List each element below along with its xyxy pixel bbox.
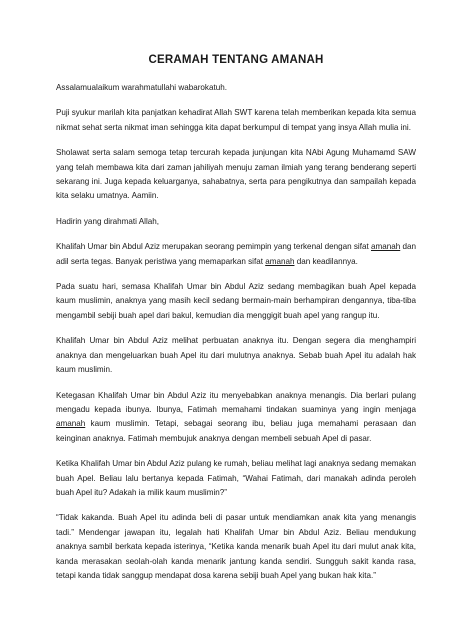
paragraph-text: “Tidak kakanda. Buah Apel itu adinda beli di pasar untuk mendiamkan anak kita yang menangis tadi.” Mendengar jawapan itu, legalah hati Khalifah Umar bin Abdul Aziz. Beliau mendukung anaknya sambil berkata kepada isterinya, “Ketika kanda menarik buah Apel itu dari mulut anak kita, kanda merasakan seolah-olah kanda menarik jantung kanda sendiri. Sungguh sakit kanda rasa, tetapi kanda tidak sanggup mendapat dosa karena sebiji buah Apel yang bukan hak kita.” — [56, 513, 416, 580]
paragraph-text: Hadirin yang dirahmati Allah, — [56, 216, 160, 226]
paragraph-text: dan adil serta tegas. Banyak peristiwa yang memaparkan sifat — [56, 242, 416, 266]
paragraph-text: Pada suatu hari, semasa Khalifah Umar bin Abdul Aziz sedang membagikan buah Apel kepada kaum muslimin, anaknya yang masih kecil sedang bermain-main berhampiran dengannya, tiba-tiba mengambil sebiji buah apel dari bakul, kemudian dia menggigit buah apel yang rangup itu. — [56, 282, 416, 320]
paragraph-text: Puji syukur marilah kita panjatkan kehadirat Allah SWT karena telah memberikan kepada kita semua nikmat sehat serta nikmat iman sehingga kita dapat berkumpul di tempat yang insya Allah mulia ini. — [56, 108, 416, 132]
paragraph-fatimah-answer — [56, 511, 416, 583]
paragraph-text: Sholawat serta salam semoga tetap tercurah kepada junjungan kita NAbi Agung Muhamamd SAW yang telah membawa kita dari zaman jahiliyah menuju zaman ilmiah yang terang benderang seperti sekarang ini. Juga kepada keluarganya, sahabatnya, serta para pengikutnya dan sampailah kepada kita selaku umatnya. Aamiin. — [56, 148, 416, 201]
paragraph-text: Ketegasan Khalifah Umar bin Abdul Aziz itu menyebabkan anaknya menangis. Dia berlari pulang mengadu kepada ibunya. Ibunya, Fatimah memahami tindakan suaminya yang ingin menjaga — [56, 390, 416, 414]
paragraph-text: dan keadilannya. — [294, 256, 358, 266]
underlined-word: amanah — [370, 242, 401, 252]
paragraph-umar-returns — [56, 457, 416, 500]
paragraph-text: Khalifah Umar bin Abdul Aziz merupakan seorang pemimpin yang terkenal dengan sifat — [56, 242, 371, 252]
document-title: CERAMAH TENTANG AMANAH — [148, 54, 324, 66]
paragraph-audience — [56, 215, 416, 229]
paragraph-umar-saw — [56, 334, 416, 377]
paragraph-text: kaum muslimin. Tetapi, sebagai seorang ibu, beliau juga memahami perasaan dan keinginan anaknya. Fatimah membujuk anaknya dengan membeli sebuah Apel di pasar. — [56, 419, 416, 443]
paragraph-gratitude — [56, 106, 416, 135]
paragraph-umar-intro — [56, 240, 416, 269]
paragraph-text: Ketika Khalifah Umar bin Abdul Aziz pulang ke rumah, beliau melihat lagi anaknya sedang memakan buah Apel. Beliau lalu bertanya kepada Fatimah, “Wahai Fatimah, dari manakah adinda peroleh buah Apel itu? Adakah ia milik kaum muslimin?” — [56, 459, 416, 497]
underlined-word: amanah — [265, 256, 295, 266]
paragraph-greeting — [56, 81, 416, 95]
paragraph-text: Assalamualaikum warahmatullahi wabarokatuh. — [56, 83, 227, 92]
paragraph-text: Khalifah Umar bin Abdul Aziz melihat perbuatan anaknya itu. Dengan segera dia menghampiri anaknya dan mengeluarkan buah Apel itu dari mulutnya anaknya. Sebab buah Apel itu adalah hak kaum muslimin. — [56, 336, 416, 375]
underlined-word: amanah — [56, 419, 86, 429]
paragraph-child-cries — [56, 389, 416, 447]
paragraph-apple-story — [56, 280, 416, 323]
paragraph-sholawat — [56, 146, 416, 204]
